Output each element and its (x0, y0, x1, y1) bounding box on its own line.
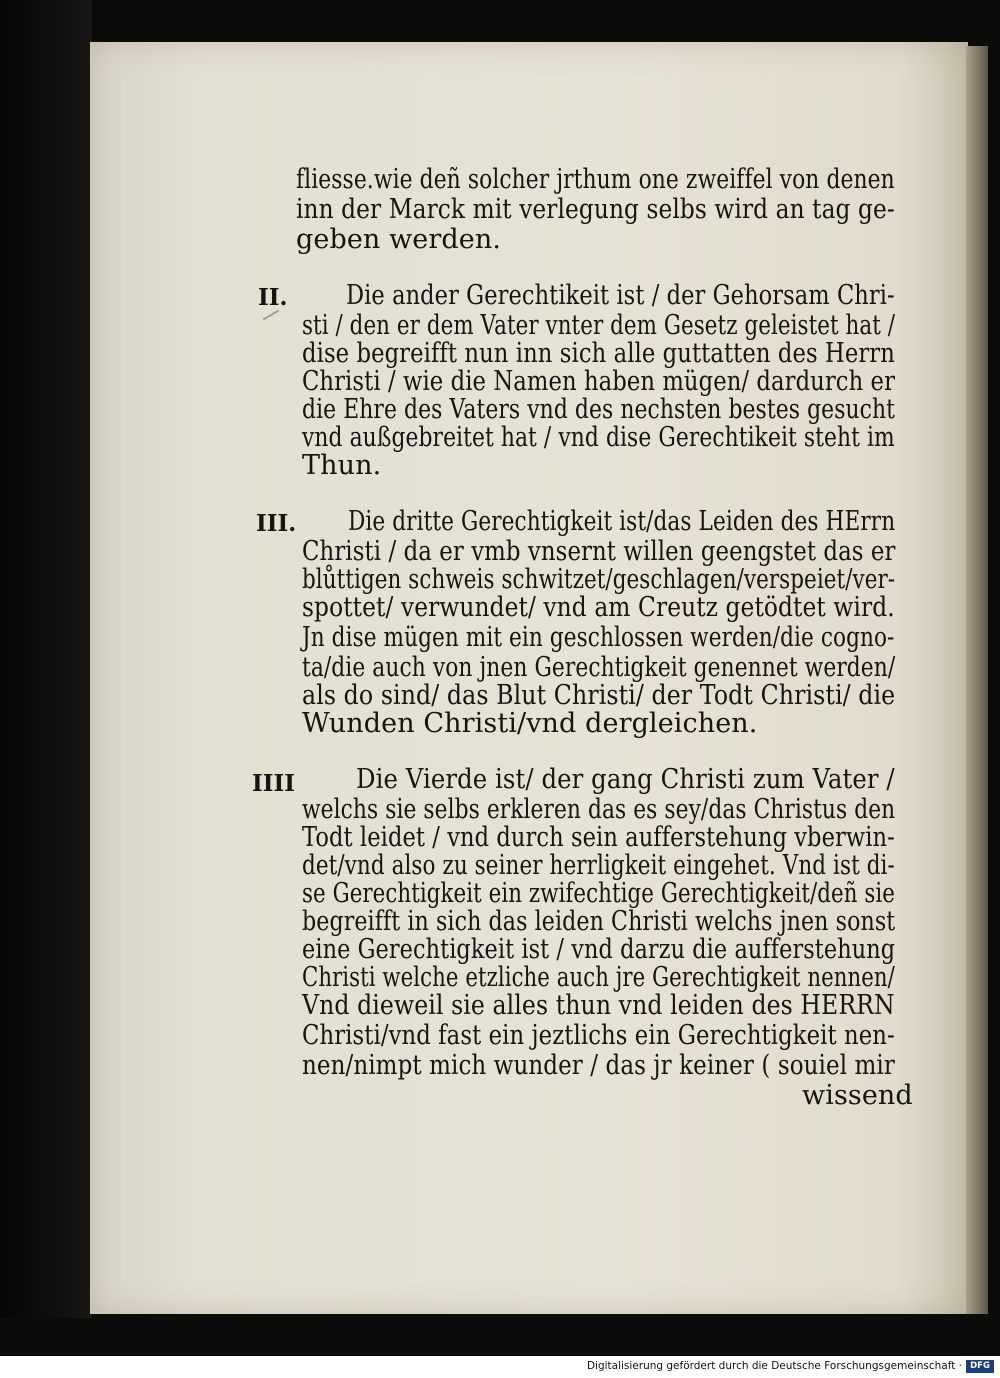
text-line: Christi welche etzliche auch jre Gerechtigkeit nennen/ (302, 962, 895, 993)
text-line: se Gerechtigkeit ein zwifechtige Gerechtigkeit/deñ sie (302, 878, 896, 909)
text-line: dise begreifft nun inn sich alle guttatten des Herrn (302, 338, 895, 369)
dfg-logo-icon: DFG (966, 1360, 994, 1373)
text-line: Wunden Christi/vnd dergleichen. (302, 708, 758, 739)
text-line: vnd außgebreitet hat / vnd dise Gerechtikeit steht im (302, 422, 895, 453)
text-line: Christi / da er vmb vnsernt willen geengstet das er (302, 536, 896, 567)
section-number: III. (256, 510, 297, 537)
text-line: Die dritte Gerechtigkeit ist/das Leiden des HErrn (348, 506, 896, 537)
section-number: II. (258, 284, 288, 311)
text-line: fliesse.wie deñ solcher jrthum one zweiffel von denen (296, 164, 895, 195)
text-line: als do sind/ das Blut Christi/ der Todt Christi/ die (302, 680, 896, 711)
text-line: ta/die auch von jnen Gerechtigkeit genennet werden/ (302, 652, 896, 683)
text-line: Thun. (302, 450, 382, 481)
text-line: Christi / wie die Namen haben mügen/ dardurch er (302, 366, 896, 397)
text-line: sti / den er dem Vater vnter dem Gesetz geleistet hat / (302, 310, 896, 341)
page-edge (966, 46, 988, 1314)
text-line: die Ehre des Vaters vnd des nechsten bestes gesucht (302, 394, 896, 425)
text-line: Jn dise mügen mit ein geschlossen werden/die cogno- (302, 622, 895, 653)
text-line: welchs sie selbs erkleren das es sey/das Christus den (302, 794, 896, 825)
funding-credit: Digitalisierung gefördert durch die Deutsche Forschungsgemeinschaft · (586, 1360, 962, 1372)
text-line: Die ander Gerechtikeit ist / der Gehorsam Chri- (346, 280, 895, 311)
text-line: spottet/ verwundet/ vnd am Creutz getödtet wird. (302, 592, 895, 623)
scan-background-left (0, 0, 92, 1318)
text-line: begreifft in sich das leiden Christi welchs jnen sonst (302, 906, 896, 937)
text-line: nen/nimpt mich wunder / das jr keiner ( souiel mir (302, 1050, 895, 1081)
text-line: eine Gerechtigkeit ist / vnd darzu die aufferstehung (302, 934, 896, 965)
text-line: det/vnd also zu seiner herrligkeit eingehet. Vnd ist di- (302, 850, 895, 881)
section-number: IIII (252, 770, 296, 797)
text-line: Todt leidet / vnd durch sein aufferstehung vberwin- (302, 822, 895, 853)
text-line: Die Vierde ist/ der gang Christi zum Vater / (356, 764, 895, 795)
text-line: geben werden. (296, 224, 502, 255)
text-line: blůttigen schweis schwitzet/geschlagen/verspeiet/ver- (302, 564, 896, 595)
text-line: Vnd dieweil sie alles thun vnd leiden des HERRN (302, 990, 895, 1021)
catchword: wissend (802, 1080, 913, 1111)
text-line: Christi/vnd fast ein jeztlichs ein Gerechtigkeit nen- (302, 1020, 895, 1051)
text-line: inn der Marck mit verlegung selbs wird an tag ge- (296, 194, 895, 225)
